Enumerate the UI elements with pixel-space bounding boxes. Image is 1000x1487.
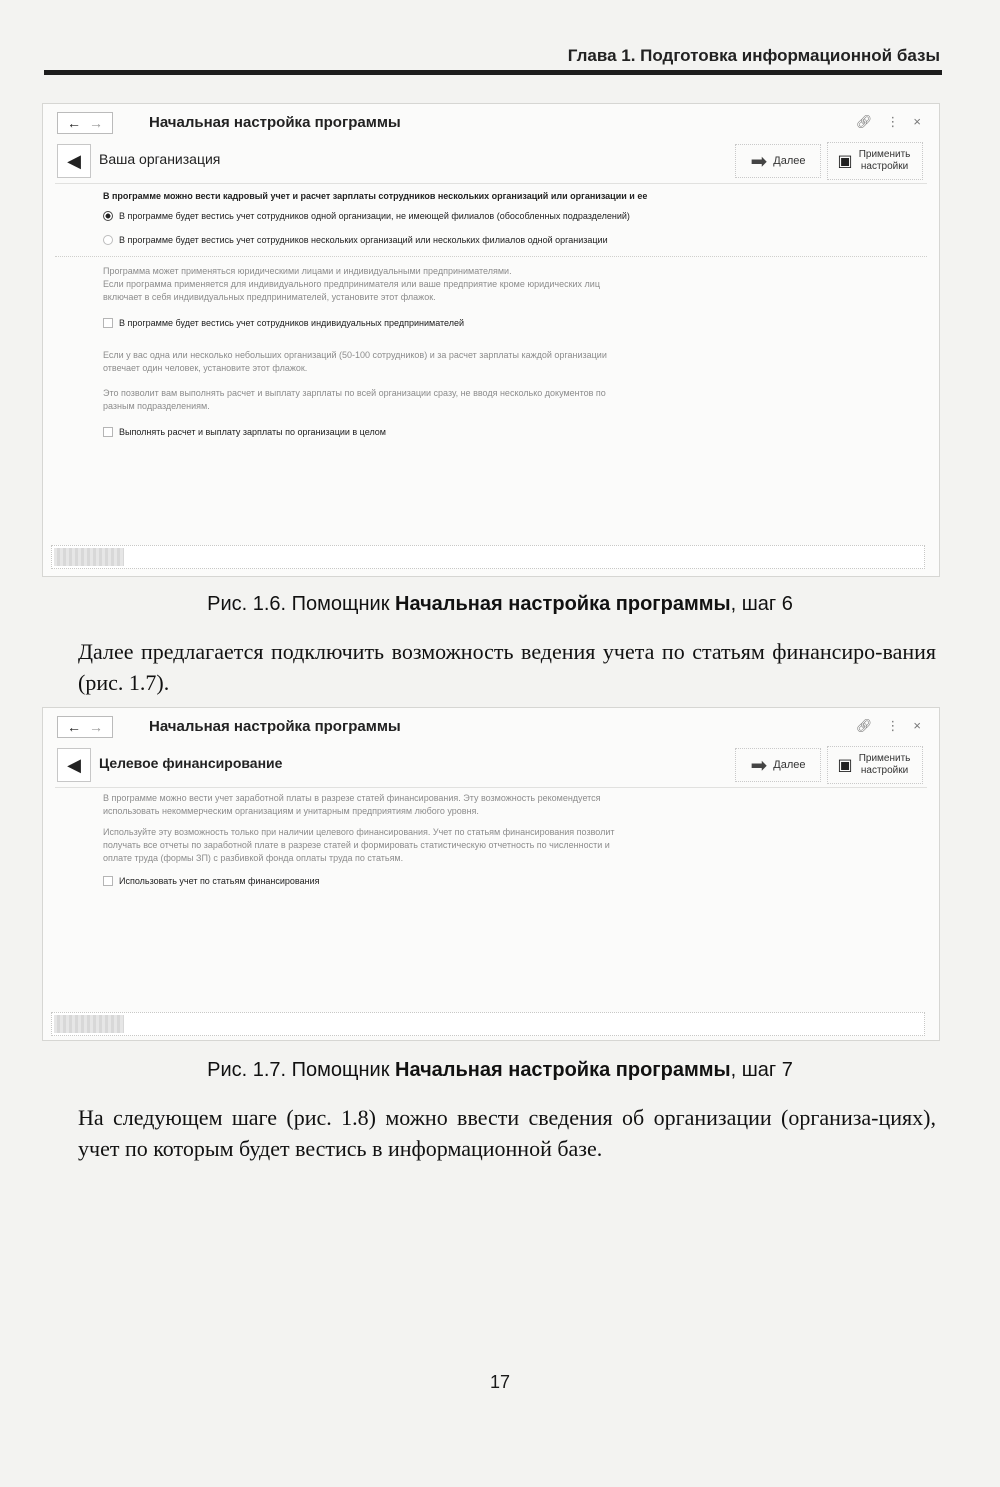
caption-prefix: Рис. 1.7. Помощник xyxy=(207,1059,395,1081)
radio-one-org-label: В программе будет вестись учет сотрудников одной организации, не имеющей филиалов (обособленных подразделений) xyxy=(119,211,630,221)
toolbar-separator xyxy=(55,787,927,788)
window-title: Начальная настройка программы xyxy=(149,114,401,131)
toolbar-separator xyxy=(55,183,927,184)
ip-checkbox[interactable] xyxy=(103,318,464,328)
left-arrow-icon: ◀ xyxy=(67,754,81,775)
caption-bold: Начальная настройка программы xyxy=(395,1059,731,1081)
calc-hint-line-3: Это позволит вам выполнять расчет и выплату зарплаты по всей организации сразу, не вводя несколько документов по xyxy=(103,388,606,398)
hint-line-1: В программе можно вести учет заработной платы в разрезе статей финансирования. Эту возможность рекомендуется xyxy=(103,793,601,803)
left-arrow-icon: ◀ xyxy=(67,150,81,171)
ip-hint-line-1: Программа может применяться юридическими лицами и индивидуальными предпринимателями. xyxy=(103,266,512,276)
hint-line-4: получать все отчеты по заработной плате в разрезе статей и формировать статистическую отчетность по численности и xyxy=(103,840,610,850)
window-controls xyxy=(856,718,921,734)
hint-line-5: оплате труда (формы ЗП) с разбивкой фонда оплаты труда по статьям. xyxy=(103,853,404,863)
section-separator xyxy=(55,256,927,257)
figure-1-6-window xyxy=(42,103,940,577)
figure-caption-1-6 xyxy=(0,593,1000,616)
status-bar xyxy=(51,1012,925,1036)
apply-label: Применить настройки xyxy=(858,753,911,776)
financing-checkbox-label: Использовать учет по статьям финансирования xyxy=(119,876,320,886)
calc-hint-line-4: разным подразделениям. xyxy=(103,401,210,411)
caption-suffix: , шаг 6 xyxy=(730,593,793,615)
link-icon[interactable]: 🔗︎ xyxy=(855,114,873,129)
checkbox-icon[interactable] xyxy=(103,427,113,437)
next-button[interactable] xyxy=(735,144,821,178)
back-step-button[interactable] xyxy=(57,748,91,782)
caption-prefix: Рис. 1.6. Помощник xyxy=(207,593,395,615)
running-head: Глава 1. Подготовка информационной базы xyxy=(567,46,940,65)
next-label: Далее xyxy=(773,155,806,167)
radio-one-org[interactable] xyxy=(103,211,630,221)
radio-empty-icon[interactable] xyxy=(103,235,113,245)
radio-selected-icon[interactable] xyxy=(103,211,113,221)
checkbox-icon[interactable] xyxy=(103,318,113,328)
step-title: Целевое финансирование xyxy=(99,755,283,771)
back-step-button[interactable] xyxy=(57,144,91,178)
back-arrow-icon[interactable]: ← xyxy=(67,719,81,735)
forward-arrow-icon[interactable]: → xyxy=(89,719,103,735)
checkbox-icon[interactable] xyxy=(103,876,113,886)
next-label: Далее xyxy=(773,759,806,771)
paragraph-1: Далее предлагается подключить возможность ведения учета по статьям финансиро-вания (рис. 1.7). xyxy=(78,639,936,695)
figure-caption-1-7 xyxy=(0,1059,1000,1082)
apply-settings-button[interactable] xyxy=(827,746,923,784)
more-icon[interactable]: ⋮ xyxy=(886,718,900,733)
close-icon[interactable]: × xyxy=(913,114,921,129)
status-bar xyxy=(51,545,925,569)
caption-bold: Начальная настройка программы xyxy=(395,593,731,615)
radio-many-orgs[interactable] xyxy=(103,235,608,245)
paragraph-2: На следующем шаге (рис. 1.8) можно ввести сведения об организации (организа-циях), учет по которым будет вестись в информационной базе. xyxy=(78,1105,936,1161)
save-icon: ▣ xyxy=(837,153,853,170)
history-nav[interactable] xyxy=(57,716,113,738)
close-icon[interactable]: × xyxy=(913,718,921,733)
ip-checkbox-label: В программе будет вестись учет сотрудников индивидуальных предпринимателей xyxy=(119,318,465,328)
window-title: Начальная настройка программы xyxy=(149,718,401,735)
financing-checkbox[interactable] xyxy=(103,876,320,886)
step-title: Ваша организация xyxy=(99,151,221,167)
save-icon: ▣ xyxy=(837,757,853,774)
more-icon[interactable]: ⋮ xyxy=(886,114,900,129)
ip-hint-line-3: включает в себя индивидуальных предпринимателей, установите этот флажок. xyxy=(103,292,436,302)
apply-settings-button[interactable] xyxy=(827,142,923,180)
resize-grip[interactable] xyxy=(54,1015,124,1033)
hint-line-3: Используйте эту возможность только при наличии целевого финансирования. Учет по статьям финансирования позволит xyxy=(103,827,615,837)
hint-line-2: использовать некоммерческим организациям и унитарным предприятиям любого уровня. xyxy=(103,806,479,816)
radio-many-orgs-label: В программе будет вестись учет сотрудников нескольких организаций или нескольких филиалов одной организации xyxy=(119,235,608,245)
next-arrow-icon: ➡ xyxy=(750,150,768,173)
next-button[interactable] xyxy=(735,748,821,782)
resize-grip[interactable] xyxy=(54,548,124,566)
calc-hint-line-1: Если у вас одна или несколько небольших организаций (50-100 сотрудников) и за расчет зарплаты каждой организации xyxy=(103,350,607,360)
caption-suffix: , шаг 7 xyxy=(730,1059,793,1081)
history-nav[interactable] xyxy=(57,112,113,134)
window-controls xyxy=(856,114,921,130)
next-arrow-icon: ➡ xyxy=(750,754,768,777)
calc-hint-line-2: отвечает один человек, установите этот флажок. xyxy=(103,363,308,373)
back-arrow-icon[interactable]: ← xyxy=(67,115,81,131)
forward-arrow-icon[interactable]: → xyxy=(89,115,103,131)
link-icon[interactable]: 🔗︎ xyxy=(855,718,873,733)
intro-text: В программе можно вести кадровый учет и расчет зарплаты сотрудников нескольких организаций или организации и ее xyxy=(103,191,648,201)
figure-1-7-window xyxy=(42,707,940,1041)
calc-checkbox-label: Выполнять расчет и выплату зарплаты по организации в целом xyxy=(119,427,386,437)
header-rule xyxy=(44,70,942,75)
calc-checkbox[interactable] xyxy=(103,427,386,437)
apply-label: Применить настройки xyxy=(858,149,911,172)
ip-hint-line-2: Если программа применяется для индивидуального предпринимателя или ваше предприятие кроме юридических лиц xyxy=(103,279,600,289)
page-number: 17 xyxy=(489,1372,511,1392)
